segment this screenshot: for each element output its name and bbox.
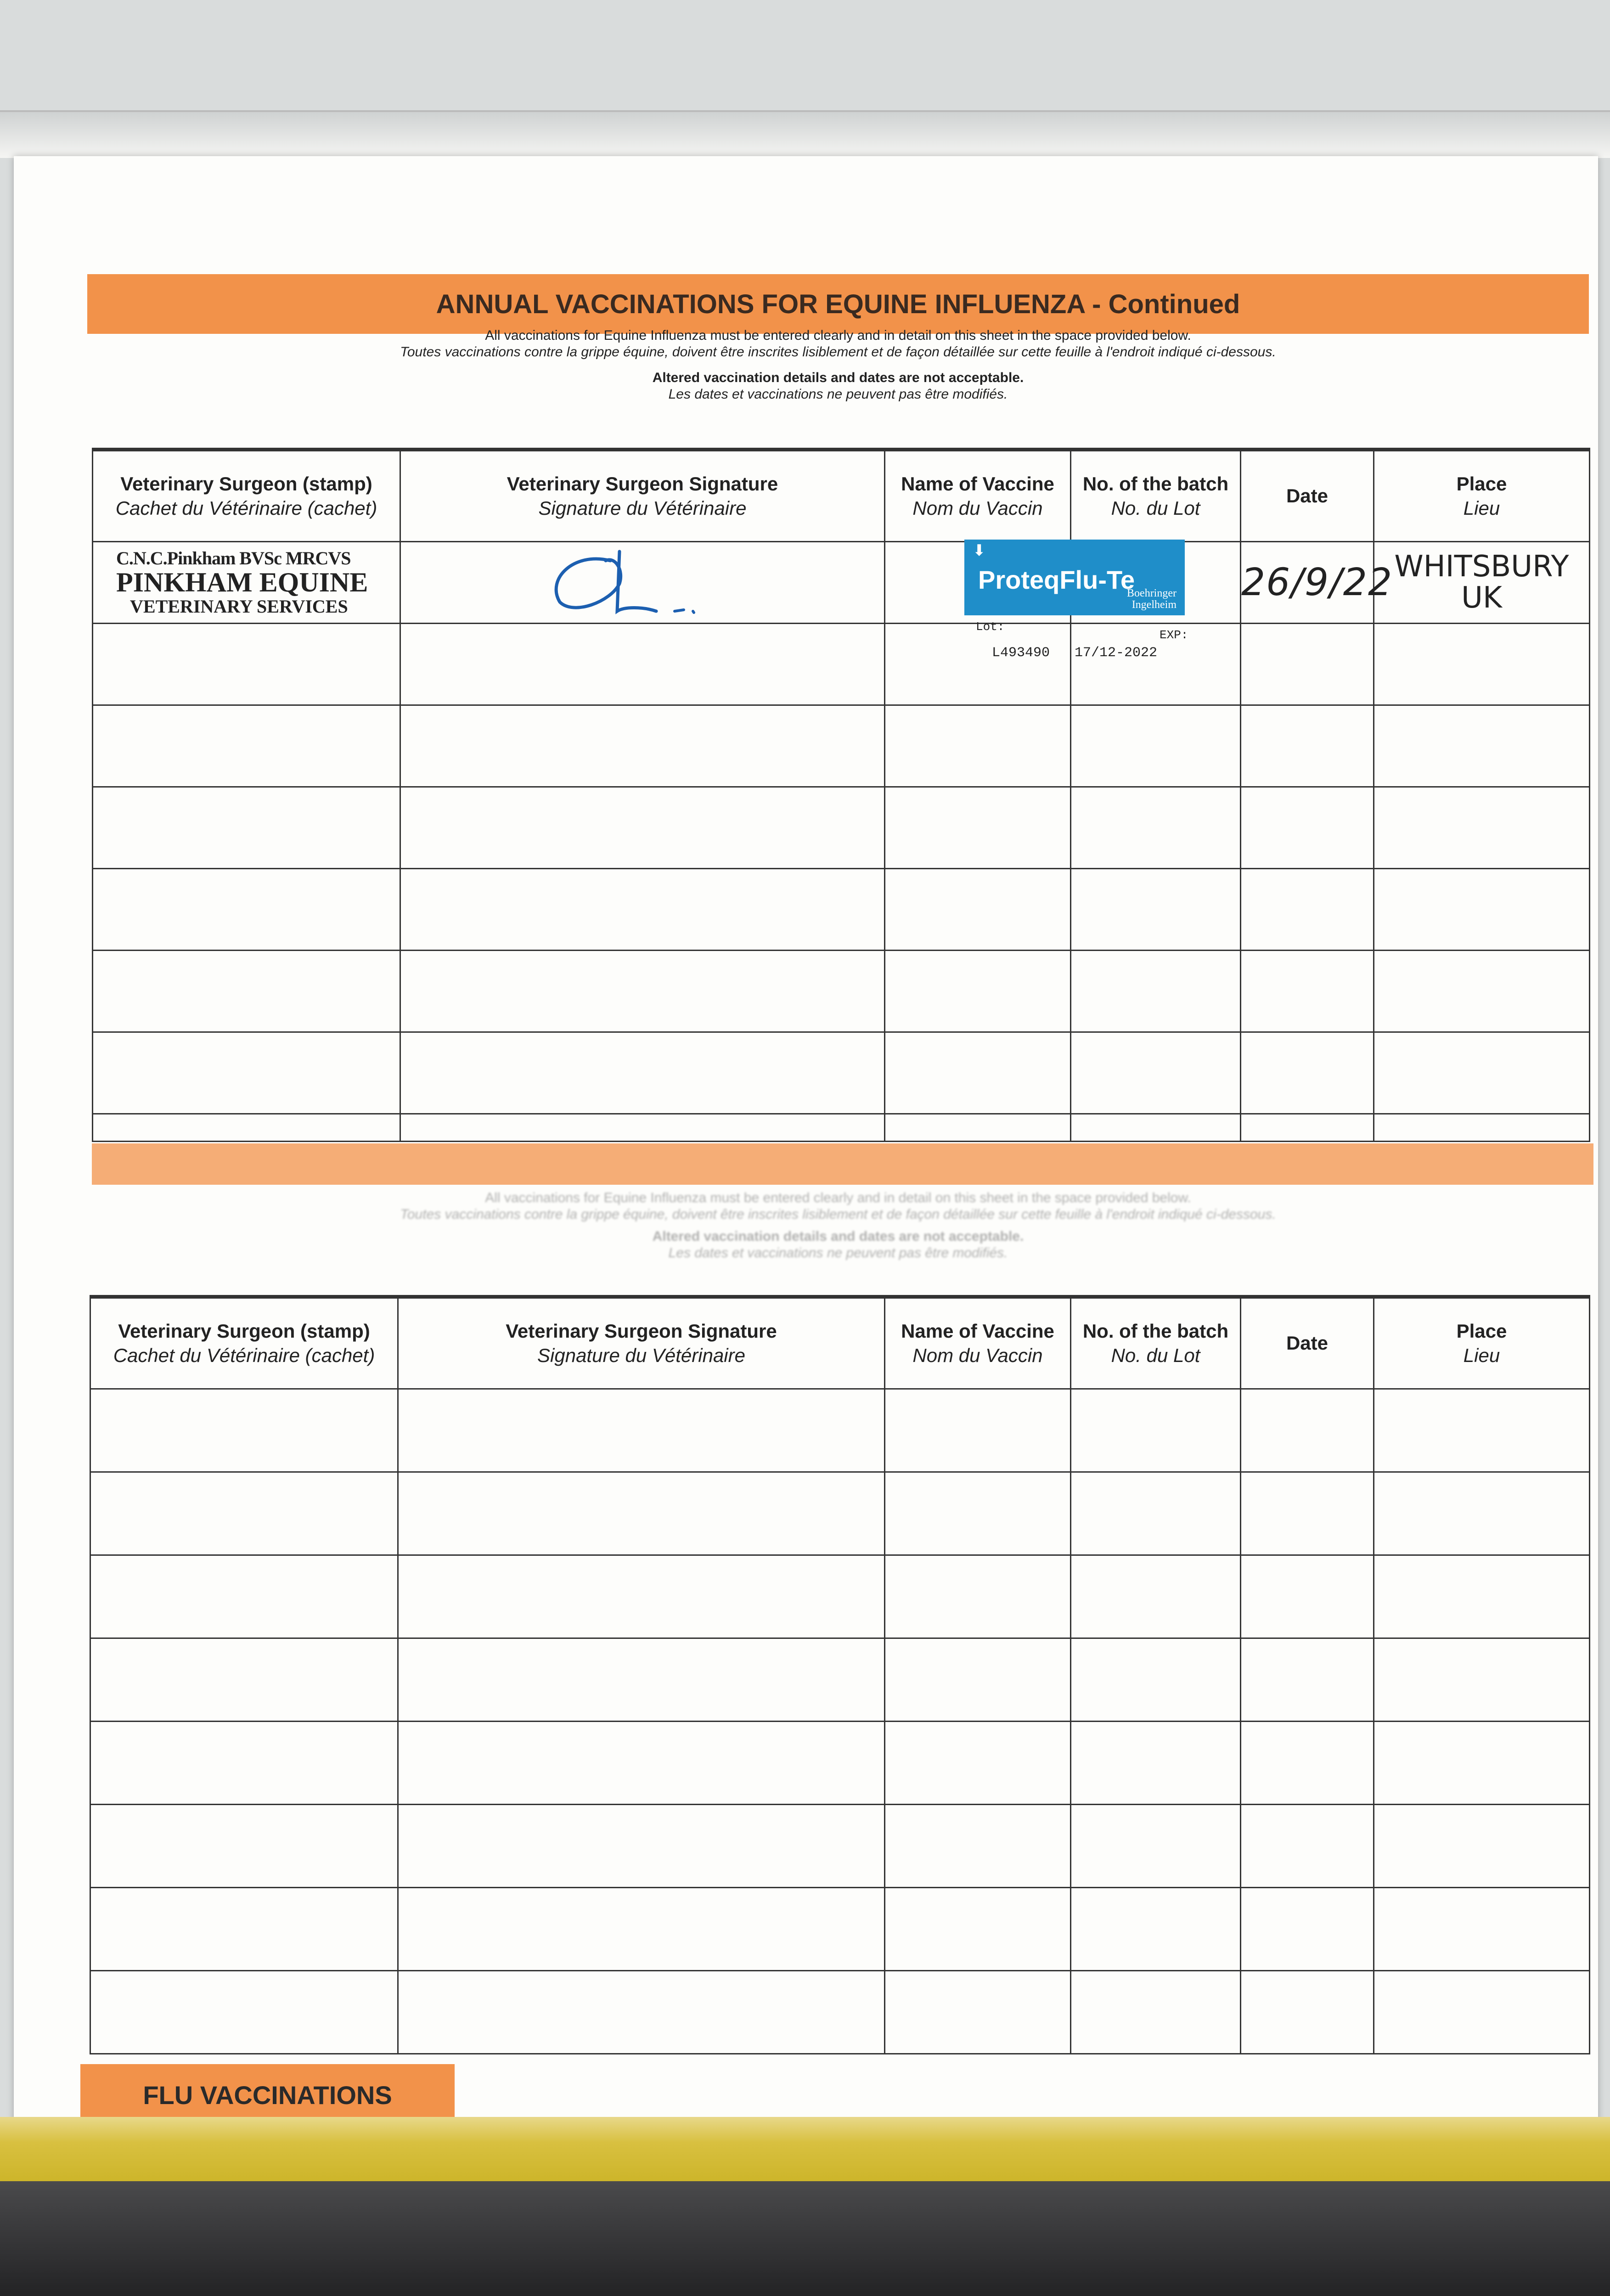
stamp-line-3: VETERINARY SERVICES xyxy=(130,596,348,617)
arrow-down-icon: ⬇ xyxy=(973,542,986,559)
instructions xyxy=(87,327,1589,403)
col-batch-header: No. of the batch No. du Lot xyxy=(1071,1297,1241,1389)
stamp-line-2: PINKHAM EQUINE xyxy=(116,567,368,597)
folder-edge xyxy=(0,2117,1610,2181)
date-handwritten: 26/9/22 xyxy=(1241,561,1393,604)
place-line-2: UK xyxy=(1461,580,1502,615)
table-row xyxy=(90,1888,1590,1971)
table-row xyxy=(90,1389,1590,1472)
table-row xyxy=(90,1722,1590,1805)
col-stamp-header: Veterinary Surgeon (stamp) Cachet du Vétérinaire (cachet) xyxy=(90,1297,398,1389)
table-row xyxy=(93,1114,1590,1142)
col-signature-header: Veterinary Surgeon Signature Signature du Vétérinaire xyxy=(398,1297,885,1389)
col-vaccine-header: Name of Vaccine Nom du Vaccin xyxy=(885,450,1071,542)
instruction-en: All vaccinations for Equine Influenza must be entered clearly and in detail on this sheet in the space provided below. xyxy=(485,328,1191,343)
instruction-fr: Toutes vaccinations contre la grippe équine, doivent être inscrites lisiblement et de façon détaillée sur cette feuille à l'endroit indiqué ci-dessous. xyxy=(400,344,1276,360)
table-row xyxy=(90,1638,1590,1722)
manufacturer xyxy=(1127,588,1177,611)
col-date-header: Date xyxy=(1241,450,1374,542)
place-cell xyxy=(1374,542,1590,624)
table-header-row xyxy=(93,450,1590,542)
lot-number: L493490 xyxy=(992,645,1050,661)
stamp-line-1: C.N.C.Pinkham BVSc MRCVS xyxy=(116,548,351,568)
col-vaccine-header: Name of Vaccine Nom du Vaccin xyxy=(885,1297,1071,1389)
bleed-through-instructions: All vaccinations for Equine Influenza must be entered clearly and in detail on this sheet in the space provided below. Toutes vaccinations contre la grippe équine, doivent être inscrites lisiblement et de façon détaillée sur cette feuille à l'endroit indiqué ci-dessous. Altered vaccination details and dates are not acceptable. Les dates et vaccinations ne peuvent pas être modifiés. xyxy=(400,1190,1276,1261)
footer-tab-label: FLU VACCINATIONS xyxy=(143,2081,392,2110)
vaccine-sticker xyxy=(964,540,1185,615)
section-title-banner xyxy=(87,274,1589,334)
vet-signature xyxy=(400,542,885,624)
col-signature-header: Veterinary Surgeon Signature Signature du Vétérinaire xyxy=(400,450,885,542)
table-row xyxy=(93,624,1590,705)
warning-en: Altered vaccination details and dates are not acceptable. xyxy=(652,370,1024,385)
table-row xyxy=(93,787,1590,869)
table-row xyxy=(93,705,1590,787)
col-place-header: Place Lieu xyxy=(1374,1297,1590,1389)
col-batch-header: No. of the batch No. du Lot xyxy=(1071,450,1241,542)
col-stamp-header: Veterinary Surgeon (stamp) Cachet du Vétérinaire (cachet) xyxy=(93,450,400,542)
vaccine-brand: ProteqFlu-Te xyxy=(978,565,1135,594)
place-line-1: WHITSBURY xyxy=(1394,550,1569,584)
table-row xyxy=(93,1032,1590,1114)
vaccination-table-upper xyxy=(92,448,1590,1142)
table-header-row xyxy=(90,1297,1590,1389)
bleed-through-banner xyxy=(92,1143,1593,1185)
signature-scribble xyxy=(505,542,780,620)
vet-stamp xyxy=(93,542,400,624)
exp-label: EXP: xyxy=(1160,628,1188,642)
section-title: ANNUAL VACCINATIONS FOR EQUINE INFLUENZA - Continued xyxy=(436,289,1240,319)
table-row xyxy=(90,1555,1590,1638)
warning-fr: Les dates et vaccinations ne peuvent pas être modifiés. xyxy=(668,387,1008,402)
table-row xyxy=(90,1805,1590,1888)
exp-date: 17/12-2022 xyxy=(1075,645,1158,661)
manufacturer-line-1: Boehringer xyxy=(1127,587,1177,599)
table-row xyxy=(90,1472,1590,1555)
col-place-header: Place Lieu xyxy=(1374,450,1590,542)
col-date-header: Date xyxy=(1241,1297,1374,1389)
page-edge xyxy=(0,110,1610,158)
manufacturer-line-2: Ingelheim xyxy=(1132,598,1177,611)
background-surface xyxy=(0,2181,1610,2296)
table-row xyxy=(90,1971,1590,2054)
vaccination-table-lower xyxy=(90,1295,1590,2054)
table-row xyxy=(93,869,1590,951)
table-row xyxy=(93,542,1590,624)
date-cell xyxy=(1241,542,1393,624)
table-row xyxy=(93,951,1590,1032)
lot-label: Lot: xyxy=(976,620,1005,634)
